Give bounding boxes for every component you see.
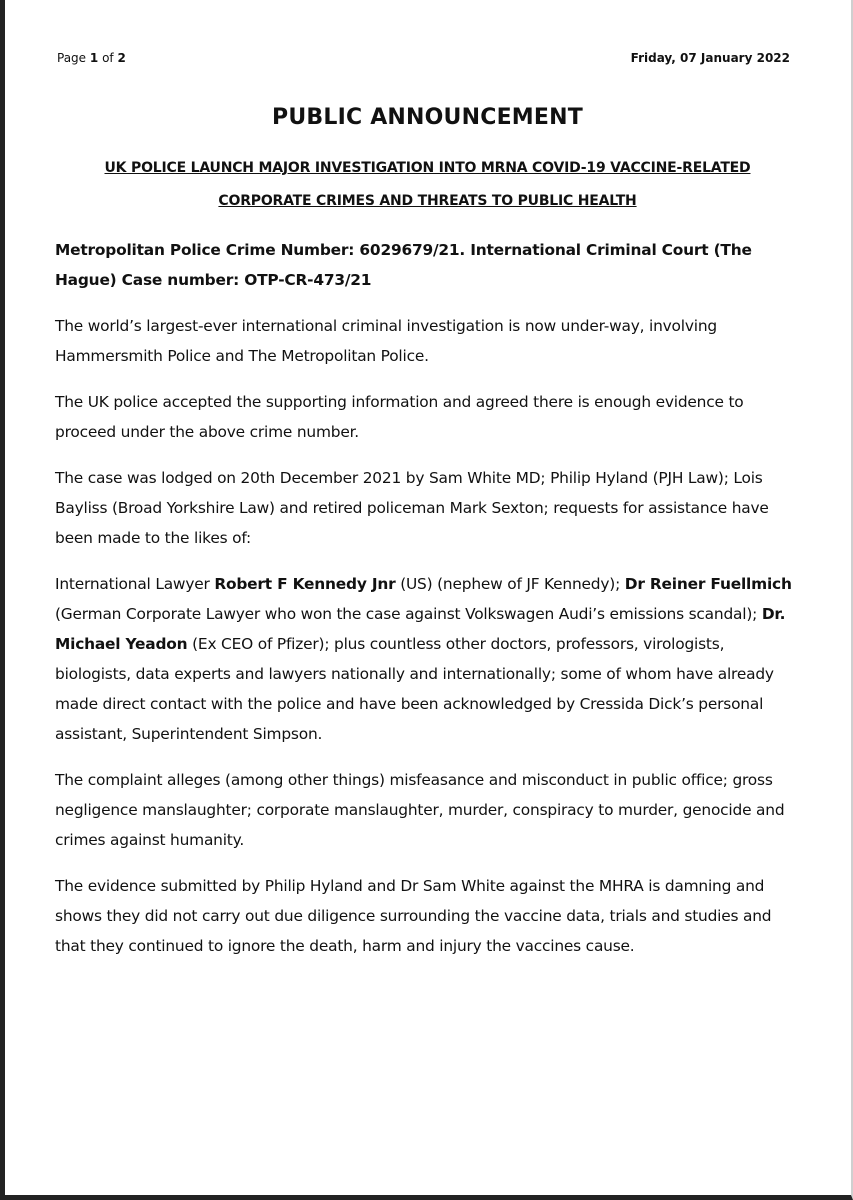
page-header [57, 50, 800, 66]
page-number: Page 1 of 2 [57, 51, 126, 65]
headline-line-1: UK POLICE LAUNCH MAJOR INVESTIGATION INTO MRNA COVID-19 VACCINE-RELATED [104, 160, 751, 176]
announcement-date: Friday, 07 January 2022 [630, 51, 790, 65]
paragraph-2: The UK police accepted the supporting information and agreed there is enough evidence to proceed under the above crime number. [55, 393, 744, 441]
document-content [55, 50, 800, 961]
page-title: PUBLIC ANNOUNCEMENT [272, 105, 583, 130]
paragraph-5: The complaint alleges (among other things) misfeasance and misconduct in public office; gross negligence manslaughter; corporate manslaughter, murder, conspiracy to murder, genocide and crimes against humanity. [55, 771, 785, 849]
paragraph-3: The case was lodged on 20th December 2021 by Sam White MD; Philip Hyland (PJH Law); Lois Bayliss (Broad Yorkshire Law) and retired policeman Mark Sexton; requests for assistance have been made to the likes of: [55, 469, 769, 547]
name-kennedy: Robert F Kennedy Jnr [214, 575, 396, 593]
paragraph-4: International Lawyer Robert F Kennedy Jnr (US) (nephew of JF Kennedy); Dr Reiner Fuellmich (German Corporate Lawyer who won the case against Volkswagen Audi’s emissions scandal); Dr. Michael Yeadon (Ex CEO of Pfizer); plus countless other doctors, professors, virologists, biologists, data experts and lawyers nationally and internationally; some of whom have already made direct contact with the police and have been acknowledged by Cressida Dick’s personal assistant, Superintendent Simpson. [55, 575, 792, 743]
paragraph-1: The world’s largest-ever international criminal investigation is now under-way, involving Hammersmith Police and The Metropolitan Police. [55, 317, 717, 365]
crime-numbers: Metropolitan Police Crime Number: 6029679/21. International Criminal Court (The Hague) Case number: OTP-CR-473/21 [55, 241, 752, 289]
paragraph-6: The evidence submitted by Philip Hyland and Dr Sam White against the MHRA is damning and shows they did not carry out due diligence surrounding the vaccine data, trials and studies and that they continued to ignore the death, harm and injury the vaccines cause. [55, 877, 772, 955]
name-yeadon: Dr. Michael Yeadon [55, 605, 786, 653]
name-fuellmich: Dr Reiner Fuellmich [624, 575, 792, 593]
headline [55, 152, 800, 218]
headline-line-2: CORPORATE CRIMES AND THREATS TO PUBLIC HEALTH [218, 193, 637, 209]
